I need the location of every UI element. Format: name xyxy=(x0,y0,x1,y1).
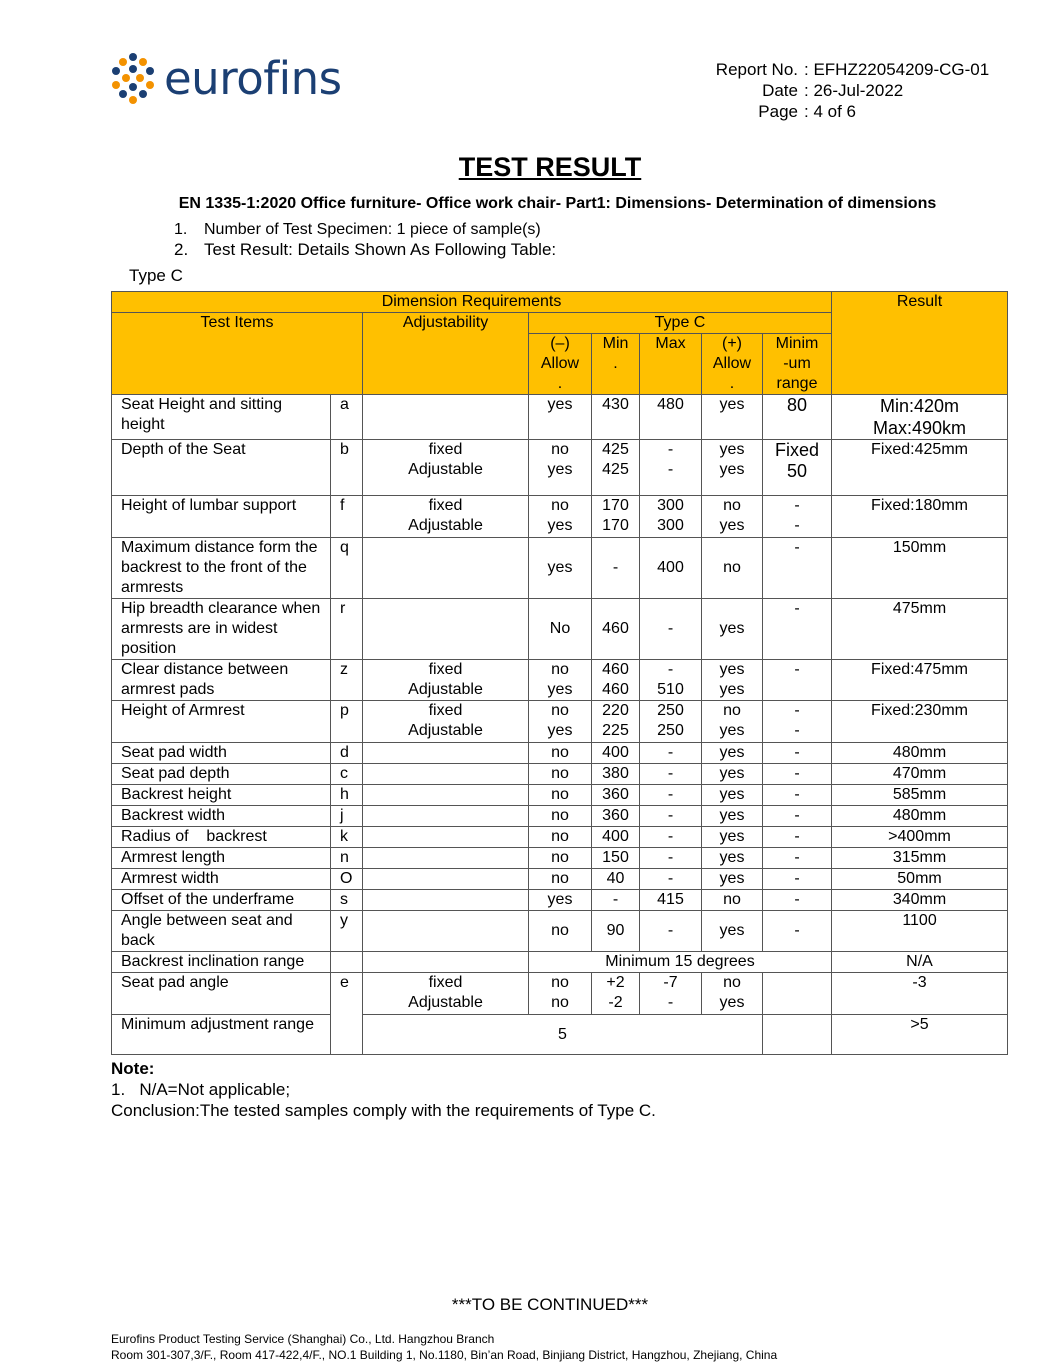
table-header-row xyxy=(112,292,1008,313)
test-items-header: Test Items xyxy=(112,313,363,395)
table-row: Offset of the underframe s yes - 415 no - 340mm xyxy=(112,890,1008,911)
report-no-label: Report No. xyxy=(715,60,798,79)
table-row: Backrest inclination range Minimum 15 degrees N/A xyxy=(112,952,1008,973)
footer-room: Room 301-307,3/F., Room 417-422,4/F., NO.1 Building 1, No.1180, Bin’an Road, Binjiang District, Hangzhou, Zhejiang, China xyxy=(111,1348,778,1362)
date-label: Date xyxy=(762,81,798,100)
result-header: Result xyxy=(832,292,1008,395)
footer-company: Eurofins Product Testing Service (Shanghai) Co., Ltd. Hangzhou Branch xyxy=(111,1332,495,1346)
note-item: 1. N/A=Not applicable; xyxy=(111,1080,291,1099)
table-row: Maximum distance form the backrest to the front of the armrests q yes - 400 no - 150mm xyxy=(112,538,1008,599)
page-value: : 4 of 6 xyxy=(804,102,856,121)
conclusion: Conclusion:The tested samples comply with the requirements of Type C. xyxy=(111,1101,656,1120)
eurofins-dots-icon xyxy=(110,52,156,104)
logo-wordmark: eurofins xyxy=(164,51,342,105)
table-row: Height of Armrest p fixed Adjustable no yes 220 225 250 250 no yes - - Fixed:230mm xyxy=(112,701,1008,743)
table-row: Seat pad depth c no 380 - yes - 470mm xyxy=(112,764,1008,785)
to-be-continued: ***TO BE CONTINUED*** xyxy=(451,1295,649,1314)
table-row: Seat Height and sitting height a yes 430 480 yes 80 Min:420m Max:490km xyxy=(112,395,1008,440)
eurofins-logo xyxy=(110,50,342,106)
list-item: 1. Number of Test Specimen: 1 piece of sample(s) xyxy=(174,221,541,238)
plus-allow-header: (+) Allow . xyxy=(702,334,763,395)
table-row: Height of lumbar support f fixed Adjustable no yes 170 170 300 300 no yes - - Fixed:180mm xyxy=(112,496,1008,538)
report-no-value: : EFHZ22054209-CG-01 xyxy=(804,60,990,79)
specimen-list xyxy=(174,220,556,260)
table-row: Depth of the Seat b fixed Adjustable no yes 425 425 - - yes yes Fixed 50 Fixed:425mm xyxy=(112,440,1008,496)
table-row: Radius of backrest k no 400 - yes - >400mm xyxy=(112,827,1008,848)
report-header xyxy=(700,59,989,122)
table-row: Seat pad angle e fixed Adjustable no no +2 -2 -7 - no yes -3 xyxy=(112,973,1008,1015)
list-item: 2. Test Result: Details Shown As Following Table: xyxy=(174,240,557,259)
notes xyxy=(111,1058,656,1121)
standard-subtitle: EN 1335-1:2020 Office furniture- Office work chair- Part1: Dimensions- Determination of dimensions xyxy=(178,195,937,212)
note-heading: Note: xyxy=(111,1059,155,1078)
dimension-requirements-header: Dimension Requirements xyxy=(112,292,832,313)
table-row: Clear distance between armrest pads z fixed Adjustable no yes 460 460 - 510 yes yes - Fixed:475mm xyxy=(112,660,1008,701)
minus-allow-header: (–) Allow . xyxy=(529,334,592,395)
min-header: Min . xyxy=(592,334,640,395)
type-label: Type C xyxy=(129,266,183,285)
dimension-table xyxy=(111,291,1008,1055)
page-title: TEST RESULT xyxy=(458,152,642,182)
table-row: Backrest width j no 360 - yes - 480mm xyxy=(112,806,1008,827)
table-row: Backrest height h no 360 - yes - 585mm xyxy=(112,785,1008,806)
page-label: Page xyxy=(758,102,798,121)
table-row: Armrest width O no 40 - yes - 50mm xyxy=(112,869,1008,890)
table-row: Minimum adjustment range 5 >5 xyxy=(112,1015,1008,1055)
type-c-header: Type C xyxy=(529,313,832,334)
max-header: Max xyxy=(640,334,702,395)
adjustability-header: Adjustability xyxy=(363,313,529,395)
date-value: : 26-Jul-2022 xyxy=(804,81,904,100)
table-row: Hip breadth clearance when armrests are in widest position r No 460 - yes - 475mm xyxy=(112,599,1008,660)
table-row: Armrest length n no 150 - yes - 315mm xyxy=(112,848,1008,869)
table-row: Seat pad width d no 400 - yes - 480mm xyxy=(112,743,1008,764)
minimum-range-header: Minim -um range xyxy=(763,334,832,395)
table-row: Angle between seat and back y no 90 - yes - 1100 xyxy=(112,911,1008,952)
footer-address xyxy=(111,1331,777,1363)
